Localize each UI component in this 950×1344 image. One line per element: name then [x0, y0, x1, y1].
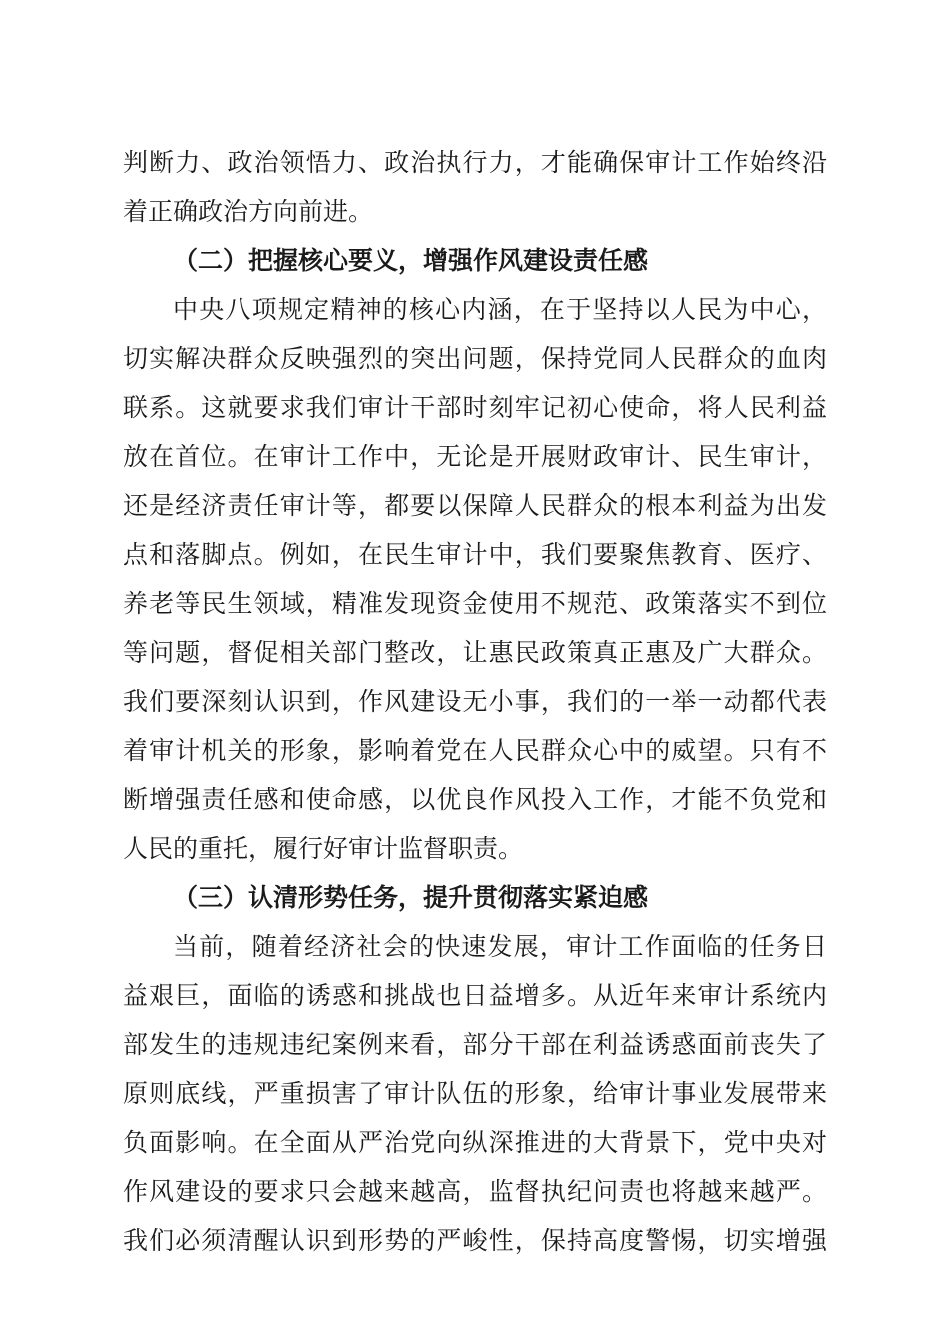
paragraph-1-line-2: 着正确政治方向前进。: [123, 197, 374, 226]
paragraph-3-line-7: 我们必须清醒认识到形势的严峻性，保持高度警惕，切实增强: [123, 1226, 827, 1255]
paragraph-2-line-1: 中央八项规定精神的核心内涵，在于坚持以人民为中心，: [173, 295, 827, 324]
paragraph-2-line-7: 养老等民生领域，精准发现资金使用不规范、政策落实不到位: [123, 589, 827, 618]
paragraph-3-line-3: 部发生的违规违纪案例来看，部分干部在利益诱惑面前丧失了: [123, 1030, 827, 1059]
section-heading-3: （三）认清形势任务，提升贯彻落实紧迫感: [173, 883, 649, 912]
paragraph-1-line-1: 判断力、政治领悟力、政治执行力，才能确保审计工作始终沿: [123, 148, 827, 177]
paragraph-3-line-2: 益艰巨，面临的诱惑和挑战也日益增多。从近年来审计系统内: [123, 981, 827, 1010]
paragraph-2-line-2: 切实解决群众反映强烈的突出问题，保持党同人民群众的血肉: [123, 344, 827, 373]
paragraph-2-line-12: 人民的重托，履行好审计监督职责。: [123, 834, 524, 863]
paragraph-2-line-8: 等问题，督促相关部门整改，让惠民政策真正惠及广大群众。: [123, 638, 827, 667]
paragraph-3-line-1: 当前，随着经济社会的快速发展，审计工作面临的任务日: [173, 932, 827, 961]
paragraph-2-line-11: 断增强责任感和使命感，以优良作风投入工作，才能不负党和: [123, 785, 827, 814]
paragraph-3-line-6: 作风建设的要求只会越来越高，监督执纪问责也将越来越严。: [123, 1177, 827, 1206]
paragraph-2-line-5: 还是经济责任审计等，都要以保障人民群众的根本利益为出发: [123, 491, 827, 520]
paragraph-2-line-4: 放在首位。在审计工作中，无论是开展财政审计、民生审计，: [123, 442, 827, 471]
paragraph-2-line-10: 着审计机关的形象，影响着党在人民群众心中的威望。只有不: [123, 736, 827, 765]
paragraph-3-line-5: 负面影响。在全面从严治党向纵深推进的大背景下，党中央对: [123, 1128, 827, 1157]
paragraph-2-line-3: 联系。这就要求我们审计干部时刻牢记初心使命，将人民利益: [123, 393, 827, 422]
section-heading-2: （二）把握核心要义，增强作风建设责任感: [173, 246, 649, 275]
paragraph-2-line-6: 点和落脚点。例如，在民生审计中，我们要聚焦教育、医疗、: [123, 540, 827, 569]
paragraph-2-line-9: 我们要深刻认识到，作风建设无小事，我们的一举一动都代表: [123, 687, 827, 716]
paragraph-3-line-4: 原则底线，严重损害了审计队伍的形象，给审计事业发展带来: [123, 1079, 827, 1108]
document-page: [123, 138, 827, 1265]
